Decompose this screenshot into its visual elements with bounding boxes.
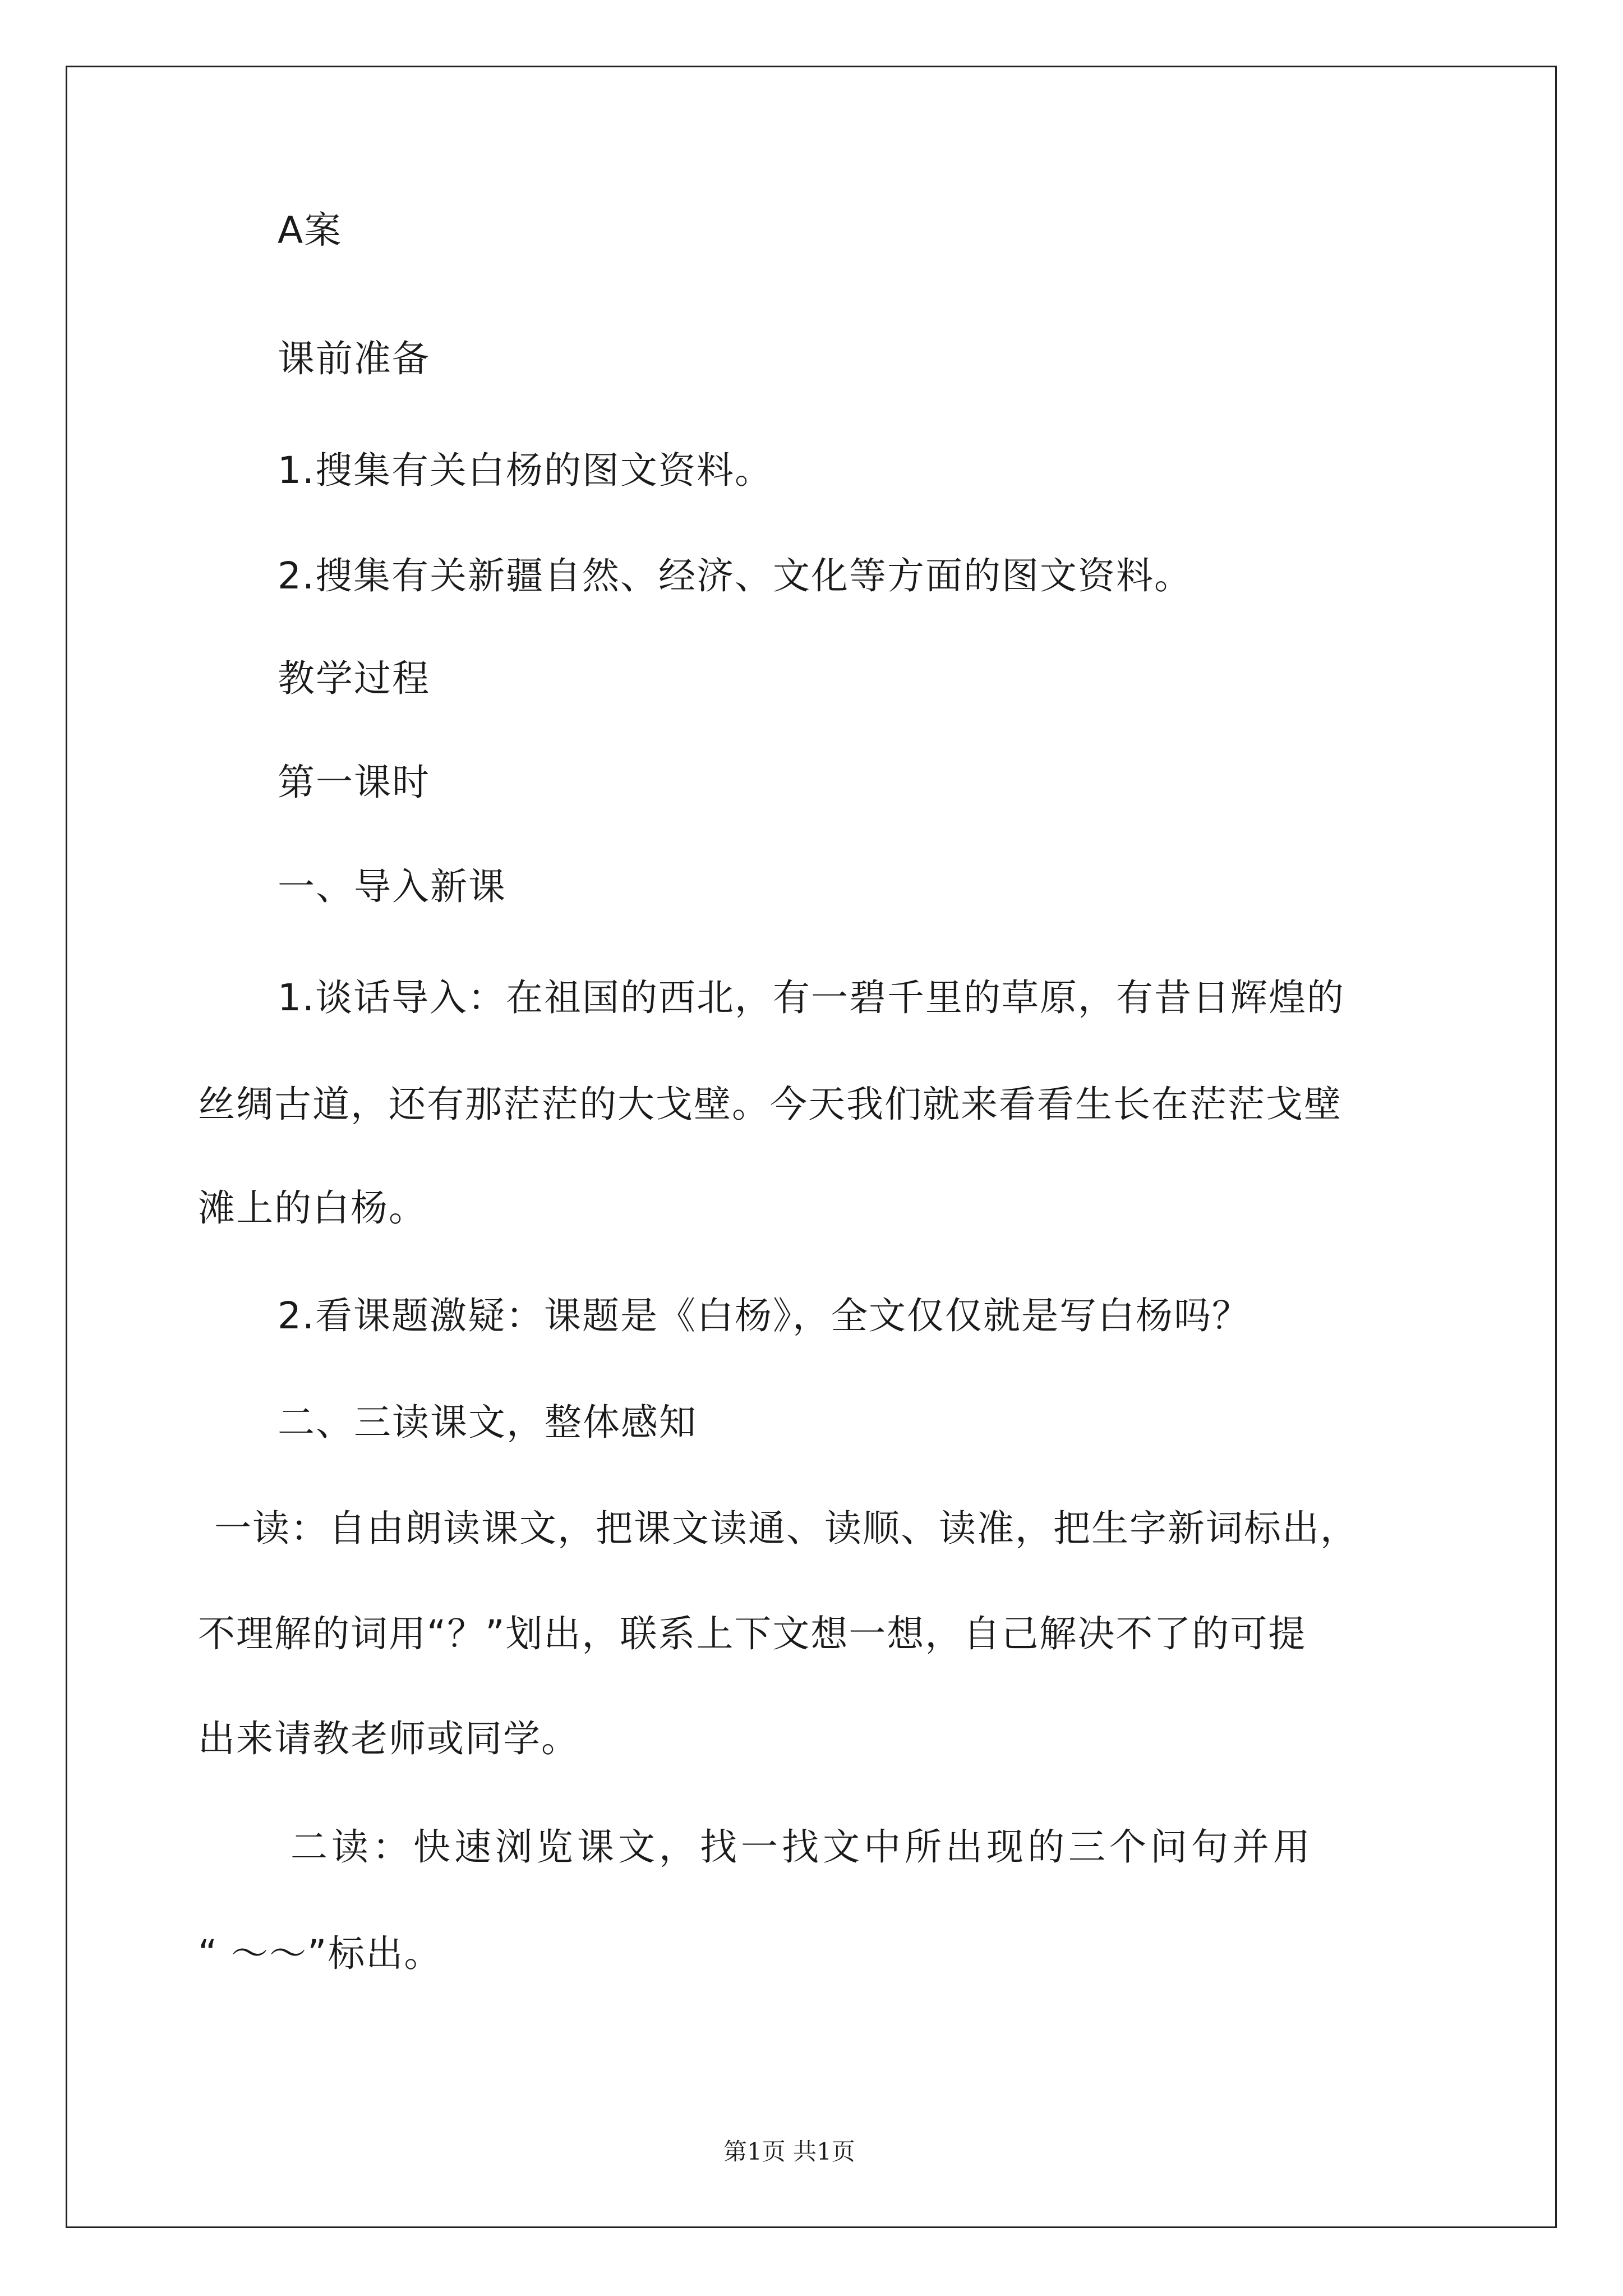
page-border bbox=[66, 66, 1557, 2228]
paragraph-3-line-2: 不理解的词用“？”划出，联系上下文想一想，自己解决不了的可提 bbox=[198, 1612, 1307, 1655]
heading-preparation: 课前准备 bbox=[278, 337, 430, 380]
paragraph-4-line-2: “ ～～”标出。 bbox=[198, 1932, 442, 1975]
section-2-heading: 二、三读课文，整体感知 bbox=[278, 1401, 697, 1444]
heading-a-case: A案 bbox=[278, 209, 343, 252]
paragraph-4-line-1: 二读：快速浏览课文，找一找文中所出现的三个问句并用 bbox=[291, 1825, 1314, 1869]
paragraph-3-line-3: 出来请教老师或同学。 bbox=[198, 1717, 579, 1760]
paragraph-1-line-3: 滩上的白杨。 bbox=[198, 1186, 427, 1230]
heading-first-lesson: 第一课时 bbox=[278, 761, 430, 804]
paragraph-1-line-1: 1.谈话导入：在祖国的西北，有一碧千里的草原，有昔日辉煌的 bbox=[278, 976, 1345, 1019]
paragraph-1-line-2: 丝绸古道，还有那茫茫的大戈壁。今天我们就来看看生长在茫茫戈壁 bbox=[198, 1083, 1342, 1126]
heading-teaching-process: 教学过程 bbox=[278, 657, 430, 700]
paragraph-3-line-1: 一读：自由朗读课文，把课文读通、读顺、读准，把生字新词标出， bbox=[214, 1507, 1358, 1550]
prep-item-2: 2.搜集有关新疆自然、经济、文化等方面的图文资料。 bbox=[278, 554, 1192, 597]
paragraph-2: 2.看课题激疑：课题是《白杨》，全文仅仅就是写白杨吗？ bbox=[278, 1294, 1250, 1337]
section-1-heading: 一、导入新课 bbox=[278, 865, 506, 908]
prep-item-1: 1.搜集有关白杨的图文资料。 bbox=[278, 449, 773, 492]
page-footer: 第1页 共1页 bbox=[723, 2138, 855, 2165]
